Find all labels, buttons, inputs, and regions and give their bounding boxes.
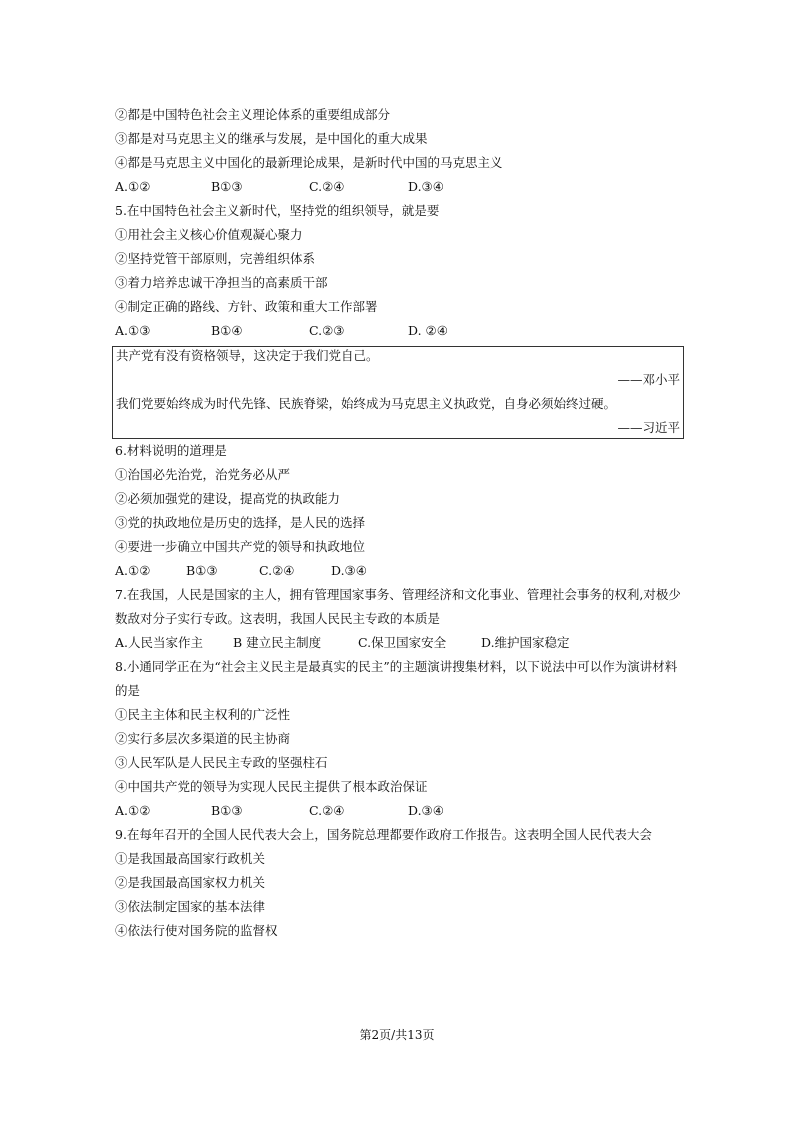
q4-item-4: ④都是马克思主义中国化的最新理论成果，是新时代中国的马克思主义 (115, 155, 503, 170)
q9-item-1: ①是我国最高国家行政机关 (115, 851, 266, 866)
q4-item-2: ②都是中国特色社会主义理论体系的重要组成部分 (115, 107, 391, 122)
q7-option-b[interactable]: B 建立民主制度 (233, 635, 322, 650)
q4-option-d[interactable]: D.③④ (408, 179, 444, 194)
q5-option-c[interactable]: C.②③ (309, 323, 345, 338)
q6-option-c[interactable]: C.②④ (259, 563, 295, 578)
q9-item-4: ④依法行使对国务院的监督权 (115, 923, 278, 938)
q7-stem: 7.在我国，人民是国家的主人，拥有管理国家事务、管理经济和文化事业、管理社会事务的权利,对极少数敌对分子实行专政。这表明，我国人民民主专政的本质是 (115, 587, 681, 626)
page-footer: 第2页/共13页 (359, 1028, 435, 1042)
q5-item-3: ③着力培养忠诚干净担当的高素质干部 (115, 275, 328, 290)
q6-option-b[interactable]: B①③ (186, 563, 218, 578)
q6-option-d[interactable]: D.③④ (331, 563, 367, 578)
q5-item-1: ①用社会主义核心价值观凝心聚力 (115, 227, 303, 242)
q4-option-b[interactable]: B①③ (211, 179, 243, 194)
q7-option-c[interactable]: C.保卫国家安全 (358, 635, 447, 650)
q8-item-1: ①民主主体和民主权利的广泛性 (115, 707, 291, 722)
q7-option-d[interactable]: D.维护国家稳定 (481, 635, 570, 650)
q4-item-3: ③都是对马克思主义的继承与发展，是中国化的重大成果 (115, 131, 428, 146)
q9-stem: 9.在每年召开的全国人民代表大会上，国务院总理都要作政府工作报告。这表明全国人民代表大会 (115, 827, 652, 842)
material-author-1: ——邓小平 (617, 372, 680, 387)
q8-item-4: ④中国共产党的领导为实现人民民主提供了根本政治保证 (115, 779, 428, 794)
q4-option-c[interactable]: C.②④ (309, 179, 345, 194)
q5-option-d[interactable]: D. ②④ (408, 323, 448, 338)
q8-item-3: ③人民军队是人民民主专政的坚强柱石 (115, 755, 328, 770)
q5-item-4: ④制定正确的路线、方针、政策和重大工作部署 (115, 299, 378, 314)
q8-stem: 8.小通同学正在为“社会主义民主是最真实的民主”的主题演讲搜集材料，以下说法中可以作为演讲材料的是 (115, 659, 678, 698)
q8-option-c[interactable]: C.②④ (309, 803, 345, 818)
q9-item-3: ③依法制定国家的基本法律 (115, 899, 266, 914)
q8-item-2: ②实行多层次多渠道的民主协商 (115, 731, 291, 746)
q6-item-1: ①治国必先治党，治党务必从严 (115, 467, 291, 482)
q6-item-4: ④要进一步确立中国共产党的领导和执政地位 (115, 539, 366, 554)
q8-option-d[interactable]: D.③④ (408, 803, 444, 818)
q6-option-a[interactable]: A.①② (115, 563, 151, 578)
material-quote-1: 共产党有没有资格领导，这决定于我们党自己。 (116, 348, 379, 363)
q4-option-a[interactable]: A.①② (115, 179, 151, 194)
material-box (112, 346, 684, 439)
q7-option-a[interactable]: A.人民当家作主 (115, 635, 204, 650)
q5-item-2: ②坚持党管干部原则，完善组织体系 (115, 251, 316, 266)
q8-option-a[interactable]: A.①② (115, 803, 151, 818)
q5-option-b[interactable]: B①④ (211, 323, 243, 338)
material-author-2: ——习近平 (617, 420, 680, 435)
q6-item-2: ②必须加强党的建设，提高党的执政能力 (115, 491, 341, 506)
q6-item-3: ③党的执政地位是历史的选择，是人民的选择 (115, 515, 366, 530)
q9-item-2: ②是我国最高国家权力机关 (115, 875, 266, 890)
material-quote-2: 我们党要始终成为时代先锋、民族脊梁，始终成为马克思主义执政党，自身必须始终过硬。 (116, 396, 617, 411)
q5-stem: 5.在中国特色社会主义新时代，坚持党的组织领导，就是要 (115, 203, 440, 218)
q8-option-b[interactable]: B①③ (211, 803, 243, 818)
q6-stem: 6.材料说明的道理是 (115, 443, 227, 458)
q5-option-a[interactable]: A.①③ (115, 323, 151, 338)
